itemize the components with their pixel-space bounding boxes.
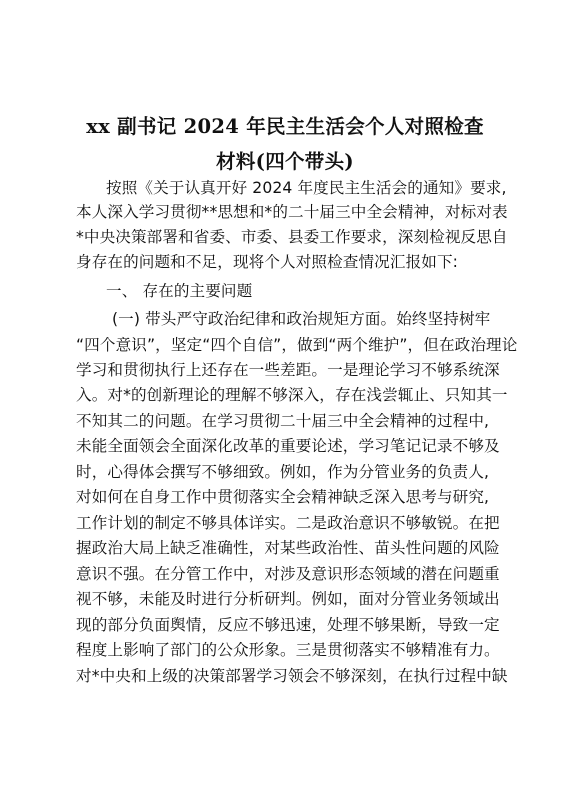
paragraph-line: “四个意识”，坚定“四个自信”，做到“两个维护”，但在政治理论 (76, 336, 518, 354)
paragraph-line: 未能全面领会全面深化改革的重要论述，学习笔记记录不够及 (76, 437, 500, 455)
paragraph-line: 学习和贯彻执行上还存在一些差距。一是理论学习不够系统深 (76, 361, 500, 379)
document-title-line-2: 材料(四个带头) (216, 150, 354, 173)
paragraph-line: 意识不强。在分管工作中，对涉及意识形态领域的潜在问题重 (76, 565, 500, 583)
document-title-line-1: xx 副书记 2024 年民主生活会个人对照检查 (86, 115, 484, 138)
paragraph-line: *中央决策部署和省委、市委、县委工作要求，深刻检视反思自 (76, 228, 508, 246)
paragraph-line: 按照《关于认真开好 2024 年度民主生活会的通知》要求, (106, 179, 507, 197)
paragraph-line: 本人深入学习贯彻**思想和*的二十届三中全会精神，对标对表 (76, 203, 508, 221)
section-heading: 一、 存在的主要问题 (106, 282, 253, 300)
paragraph-line: 对如何在自身工作中贯彻落实全会精神缺乏深入思考与研究, (76, 488, 490, 506)
paragraph-line: (一) 带头严守政治纪律和政治规矩方面。始终坚持树牢 (112, 310, 491, 328)
paragraph-line: 现的部分负面舆情，反应不够迅速，处理不够果断，导致一定 (76, 616, 500, 634)
paragraph-line: 视不够，未能及时进行分析研判。例如，面对分管业务领域出 (76, 590, 500, 608)
paragraph-line: 不知其二的问题。在学习贯彻二十届三中全会精神的过程中, (76, 412, 490, 430)
paragraph-line: 对*中央和上级的决策部署学习领会不够深刻，在执行过程中缺 (76, 667, 508, 685)
paragraph-line: 入。对*的创新理论的理解不够深入，存在浅尝辄止、只知其一 (76, 386, 508, 404)
paragraph-line: 握政治大局上缺乏准确性，对某些政治性、苗头性问题的风险 (76, 539, 500, 557)
paragraph-line: 身存在的问题和不足，现将个人对照检查情况汇报如下: (76, 253, 459, 271)
paragraph-line: 时，心得体会撰写不够细致。例如，作为分管业务的负责人, (76, 463, 490, 481)
paragraph-line: 工作计划的制定不够具体详实。二是政治意识不够敏锐。在把 (76, 514, 500, 532)
paragraph-line: 程度上影响了部门的公众形象。三是贯彻落实不够精准有力。 (76, 641, 500, 659)
